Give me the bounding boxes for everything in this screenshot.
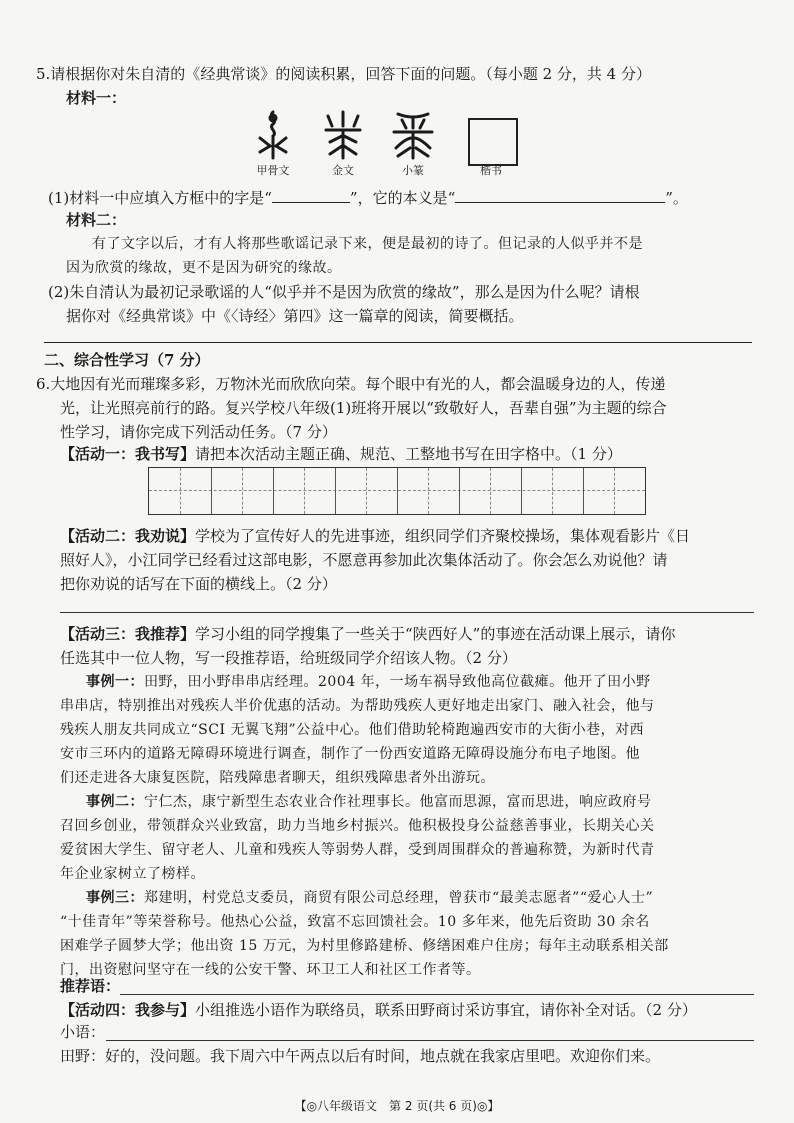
material2-label: 材料二： xyxy=(66,211,127,229)
tianye-line: 田野：好的，没问题。我下周六中午两点以后有时间，地点就在我家店里吧。欢迎你们来。 xyxy=(60,1047,661,1065)
activity2-line-1 xyxy=(60,526,690,546)
activity2-line-3: 把你劝说的话写在下面的横线上。（2 分） xyxy=(60,575,337,593)
example2-line-3: 爱贫困大学生、留守老人、儿童和残疾人等弱势人群，受到周围群众的普遍称赞，为新时代青 xyxy=(60,842,655,858)
example3-line-2: “十佳青年”等荣誉称号。他热心公益，致富不忘回馈社会。10 多年来，他先后资助 30 余名 xyxy=(60,914,650,930)
q5-sub2-line-1: (2)朱自清认为最初记录歌谣的人“似乎并不是因为欣赏的缘故”，那么是因为什么呢？请根 xyxy=(48,283,640,301)
recommend-label: 推荐语： xyxy=(60,977,121,995)
caption-oracle: 甲骨文 xyxy=(256,164,290,177)
activity3-text: 学习小组的同学搜集了一些关于“陕西好人”的事迹在活动课上展示，请你 xyxy=(195,625,676,643)
caption-bronze: 金文 xyxy=(332,164,354,177)
q5-sub1-c: ”。 xyxy=(665,189,688,207)
small-seal-glyph xyxy=(388,108,438,160)
char-answer-blank[interactable] xyxy=(272,186,350,203)
oracle-bone-glyph xyxy=(248,108,298,160)
q6-line-2: 光，让光照亮前行的路。复兴学校八年级(1)班将开展以“致敬好人，吾辈自强”为主题的综合 xyxy=(60,399,667,417)
answer-box xyxy=(468,118,518,166)
section-divider xyxy=(44,342,752,343)
material2-line-1: 有了文字以后，才有人将那些歌谣记录下来，便是最初的诗了。但记录的人似乎并不是 xyxy=(92,236,643,252)
activity1 xyxy=(60,444,622,464)
caption-regular: 楷书 xyxy=(480,164,502,177)
example1-line-1 xyxy=(86,672,651,692)
activity4-text: 小组推选小语作为联络员，联系田野商讨采访事宜，请你补全对话。（2 分） xyxy=(195,1001,697,1019)
activity2-tag: 【活动二：我劝说】 xyxy=(60,527,196,545)
q6-line-3: 性学习，请你完成下列活动任务。（7 分） xyxy=(60,423,337,441)
example1-text: 田野，田小野串串店经理。2004 年，一场车祸导致他高位截瘫。他开了田小野 xyxy=(144,674,651,690)
example1-label: 事例一： xyxy=(86,674,144,690)
material2-line-2: 因为欣赏的缘故，更不是因为研究的缘故。 xyxy=(66,260,342,276)
activity1-text: 请把本次活动主题正确、规范、工整地书写在田字格中。（1 分） xyxy=(195,445,622,463)
xiaoyu-answer-line[interactable] xyxy=(106,1040,754,1041)
activity2-answer-line[interactable] xyxy=(60,612,754,613)
activity3-line-2: 任选其中一位人物，写一段推荐语，给班级同学介绍该人物。（2 分） xyxy=(60,649,517,667)
example1-line-5: 们还走进各大康复医院，陪残障患者聊天，组织残障患者外出游玩。 xyxy=(60,770,495,786)
activity3-line-1 xyxy=(60,624,675,644)
recommend-answer-line[interactable] xyxy=(120,994,754,995)
q6-line-1: 6.大地因有光而璀璨多彩，万物沐光而欣欣向荣。每个眼中有光的人，都会温暖身边的人，传递 xyxy=(36,375,666,393)
example3-line-3: 困难学子圆梦大学；他出资 15 万元，为村里修路建桥、修缮困难户住房；每年主动联系相关部 xyxy=(60,938,669,954)
example2-line-1 xyxy=(86,792,652,812)
example2-label: 事例二： xyxy=(86,794,144,810)
example3-line-1 xyxy=(86,888,653,908)
meaning-answer-blank[interactable] xyxy=(455,186,665,203)
activity3-tag: 【活动三：我推荐】 xyxy=(60,625,196,643)
activity1-tag: 【活动一：我书写】 xyxy=(60,445,196,463)
q5-sub1-b: ”，它的本义是“ xyxy=(349,189,456,207)
tianzige-grid[interactable] xyxy=(148,467,646,515)
q5-stem: 5.请根据你对朱自清的《经典常谈》的阅读积累，回答下面的问题。（每小题 2 分，共 4 分） xyxy=(36,65,651,83)
example1-line-3: 残疾人朋友共同成立“SCI 无翼飞翔”公益中心。他们借助轮椅跑遍西安市的大街小巷，对西 xyxy=(60,722,645,738)
material1-label: 材料一： xyxy=(66,89,127,107)
bronze-glyph xyxy=(318,108,368,160)
caption-seal: 小篆 xyxy=(402,164,424,177)
example2-text: 宁仁杰，康宁新型生态农业合作社理事长。他富而思源，富而思进，响应政府号 xyxy=(144,794,652,810)
page-footer: 【◎八年级语文 第 2 页(共 6 页)◎】 xyxy=(294,1099,500,1113)
example2-line-2: 召回乡创业，带领群众兴业致富，助力当地乡村振兴。他积极投身公益慈善事业，长期关心关 xyxy=(60,818,655,834)
activity2-text: 学校为了宣传好人的先进事迹，组织同学们齐聚校操场，集体观看影片《日 xyxy=(195,527,691,545)
activity2-line-2: 照好人》，小江同学已经看过这部电影，不愿意再参加此次集体活动了。你会怎么劝说他？请 xyxy=(60,551,668,569)
example2-line-4: 年企业家树立了榜样。 xyxy=(60,866,205,882)
example3-line-4: 门，出资慰问坚守在一线的公安干警、环卫工人和社区工作者等。 xyxy=(60,962,481,978)
example3-label: 事例三： xyxy=(86,890,144,906)
activity4-tag: 【活动四：我参与】 xyxy=(60,1001,196,1019)
section2-title: 二、综合性学习（7 分） xyxy=(44,351,210,369)
q5-sub1 xyxy=(48,186,688,208)
activity4-line xyxy=(60,1000,697,1020)
xiaoyu-label: 小语： xyxy=(60,1023,106,1041)
q5-sub2-line-2: 据你对《经典常谈》中《〈诗经〉第四》这一篇章的阅读，简要概括。 xyxy=(66,307,524,325)
example3-text: 郑建明，村党总支委员，商贸有限公司总经理，曾获市“最美志愿者”“爱心人士” xyxy=(144,890,654,906)
example1-line-2: 串串店，特别推出对残疾人半价优惠的活动。为帮助残疾人更好地走出家门、融入社会，他与 xyxy=(60,698,655,714)
example1-line-4: 安市三环内的道路无障碍环境进行调查，制作了一份西安道路无障碍设施分布电子地图。他 xyxy=(60,746,640,762)
q5-sub1-a: (1)材料一中应填入方框中的字是“ xyxy=(48,189,272,207)
